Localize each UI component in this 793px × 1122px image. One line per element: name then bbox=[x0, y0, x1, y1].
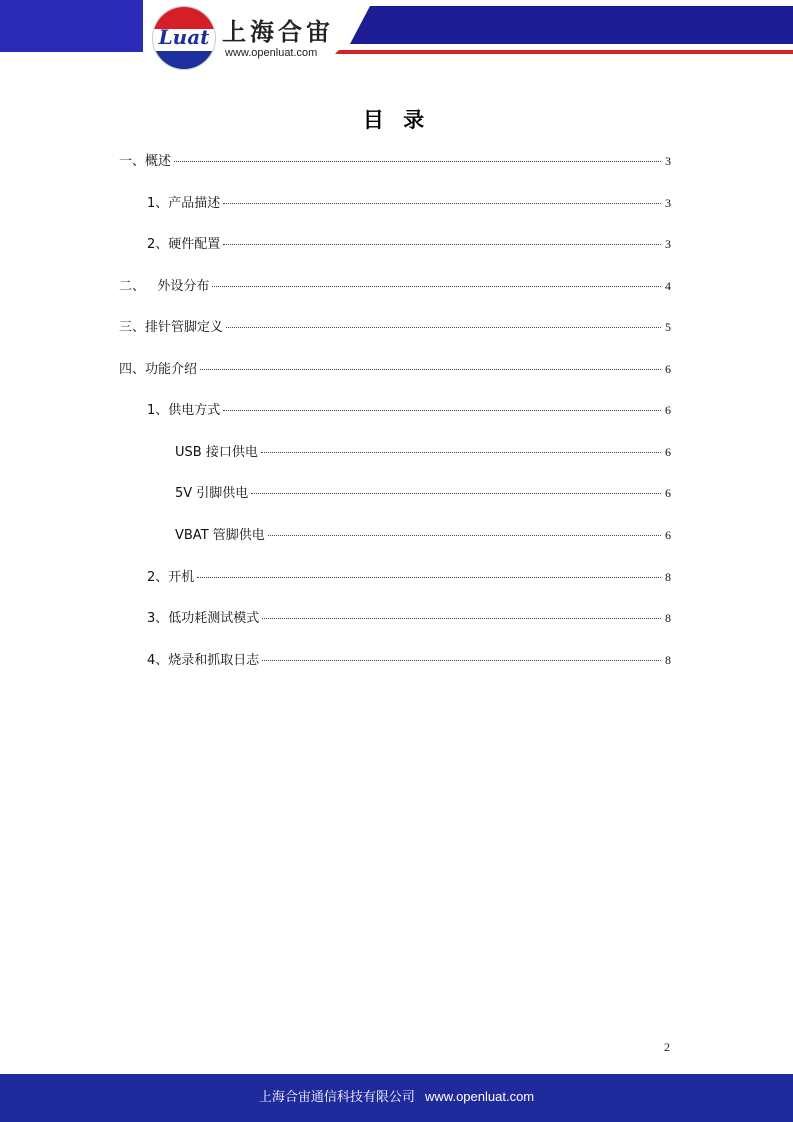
toc-entry[interactable] bbox=[147, 192, 671, 212]
brand-url: www.openluat.com bbox=[225, 47, 318, 59]
toc-entry-label: 1、供电方式 bbox=[147, 403, 221, 418]
toc-dot-leader bbox=[262, 660, 661, 661]
brand-name: 上海合宙 bbox=[222, 17, 334, 46]
toc-entry[interactable] bbox=[119, 358, 671, 378]
toc-dot-leader bbox=[262, 618, 661, 619]
toc-dot-leader bbox=[268, 535, 661, 536]
toc-dot-leader bbox=[223, 410, 661, 411]
toc-entry[interactable] bbox=[147, 566, 671, 586]
toc-dot-leader bbox=[212, 286, 661, 287]
luat-logo bbox=[152, 6, 216, 70]
toc-entry-page: 3 bbox=[665, 154, 671, 168]
toc-dot-leader bbox=[261, 452, 661, 453]
toc-entry-page: 5 bbox=[665, 320, 671, 334]
toc-dot-leader bbox=[197, 577, 661, 578]
toc-entry-page: 8 bbox=[665, 570, 671, 584]
toc-dot-leader bbox=[226, 327, 661, 328]
header-left-band bbox=[0, 0, 143, 52]
header-red-stripe bbox=[335, 50, 793, 54]
toc-entry[interactable] bbox=[147, 233, 671, 253]
toc-entry-page: 4 bbox=[665, 279, 671, 293]
toc-entry-page: 8 bbox=[665, 611, 671, 625]
toc-entry-label: 二、 外设分布 bbox=[119, 279, 210, 294]
toc-entry-page: 6 bbox=[665, 362, 671, 376]
toc-entry[interactable] bbox=[147, 607, 671, 627]
toc-entry-label: 三、排针管脚定义 bbox=[119, 320, 224, 335]
toc-entry[interactable] bbox=[175, 482, 671, 502]
toc-entry-label: 2、硬件配置 bbox=[147, 237, 221, 252]
logo-text: Luat bbox=[158, 25, 210, 49]
toc-entry-label: VBAT 管脚供电 bbox=[175, 528, 265, 543]
toc-entry-page: 3 bbox=[665, 237, 671, 251]
page-number: 2 bbox=[664, 1040, 670, 1054]
toc-entry-label: 3、低功耗测试模式 bbox=[147, 611, 260, 626]
toc-entry[interactable] bbox=[147, 399, 671, 419]
toc-entry[interactable] bbox=[175, 524, 671, 544]
footer-text bbox=[0, 1086, 793, 1105]
toc-entry[interactable] bbox=[175, 441, 671, 461]
toc-entry-label: 四、功能介绍 bbox=[119, 362, 198, 377]
toc-entry[interactable] bbox=[147, 649, 671, 669]
toc-entry-page: 6 bbox=[665, 445, 671, 459]
toc-dot-leader bbox=[174, 161, 661, 162]
toc-entry-page: 6 bbox=[665, 486, 671, 500]
toc-entry[interactable] bbox=[119, 150, 671, 170]
toc-title: 目 录 bbox=[362, 108, 431, 132]
toc-dot-leader bbox=[251, 493, 661, 494]
toc-entry-label: 4、烧录和抓取日志 bbox=[147, 653, 260, 668]
toc-entry-page: 6 bbox=[665, 528, 671, 542]
toc-entry-label: USB 接口供电 bbox=[175, 445, 258, 460]
footer-company: 上海合宙通信科技有限公司 bbox=[258, 1090, 415, 1105]
header-right-band bbox=[350, 6, 793, 44]
toc-dot-leader bbox=[223, 203, 661, 204]
footer-bar bbox=[0, 1074, 793, 1122]
logo-blue-base bbox=[153, 51, 215, 69]
toc-entry[interactable] bbox=[119, 275, 671, 295]
toc-entry-label: 1、产品描述 bbox=[147, 196, 221, 211]
toc-entry-label: 5V 引脚供电 bbox=[175, 486, 249, 501]
toc-entry[interactable] bbox=[119, 316, 671, 336]
toc-entry-page: 6 bbox=[665, 403, 671, 417]
toc-entry-page: 8 bbox=[665, 653, 671, 667]
toc-dot-leader bbox=[200, 369, 661, 370]
toc-entry-page: 3 bbox=[665, 196, 671, 210]
toc-entry-label: 2、开机 bbox=[147, 570, 195, 585]
footer-url[interactable]: www.openluat.com bbox=[425, 1089, 535, 1104]
toc-dot-leader bbox=[223, 244, 661, 245]
toc-entry-label: 一、概述 bbox=[119, 154, 172, 169]
